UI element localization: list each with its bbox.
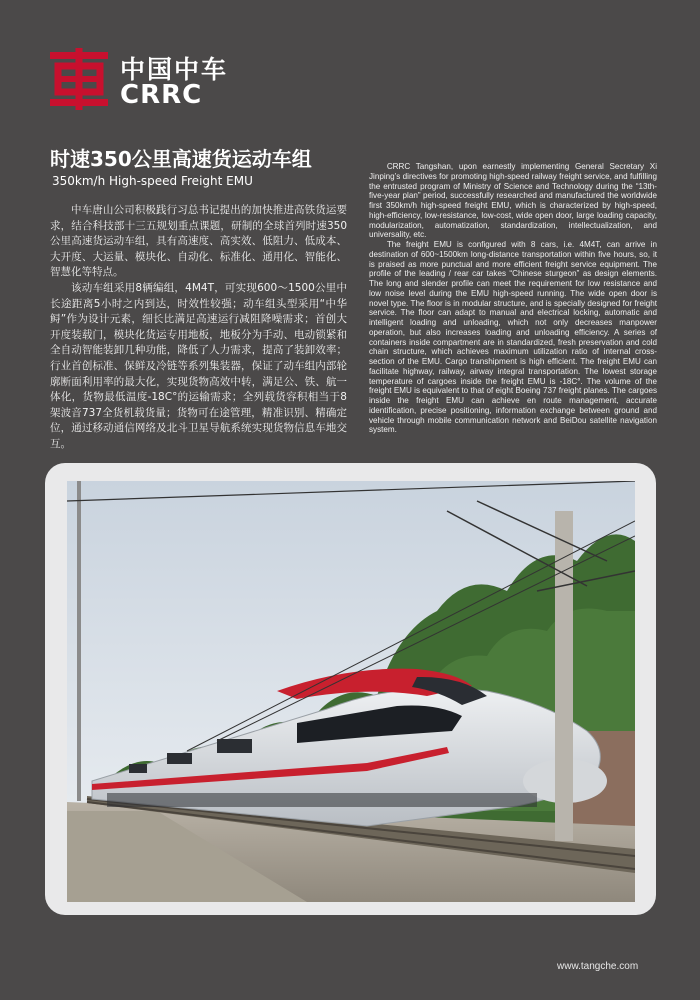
body-cn-paragraph: 中车唐山公司积极践行习总书记提出的加快推进高铁货运要求，结合科技部十三五规划重点课题，研制的全球首列时速350公里高速货运动车组，具有高速度、高实效、低阻力、低成本、大开度、大运量、模块化、自动化、标准化、通用化、智能化、智慧化等特点。	[50, 204, 347, 279]
body-cn-paragraph: 该动车组采用8辆编组，4M4T，可实现600～1500公里中长途距离5小时之内到达，时效性较强；动车组头型采用“中华鲟”作为设计元素，细长比满足高速运行减阻降噪需求；首创大开度装载门，模块化货运专用地板，地板分为手动、电动锁紧和全自动智能装卸几种功能，降低了人力需求，提高了装卸效率；行业首创标准、保鲜及冷链等系列集装器，保证了动车组内部轮廓断面利用率的最大化，实现货物高效中转，满足公、铁、航一体化，货物最低温度-18C°的运输需求；全列载货容积相当于8架波音737全货机载货量；货物可在途管理，精准识别、精确定位，通过移动通信网络及北斗卫星导航系统实现货物信息车地交互。	[50, 281, 347, 450]
brand-name-en: CRRC	[120, 80, 203, 110]
body-text-cn	[50, 203, 347, 453]
body-en-paragraph: The freight EMU is configured with 8 cars, i.e. 4M4T, can arrive in destination of 600~1500km long-distance transportation within five hours, so, it is praised as more punctual and more efficient freight service equipment. The profile of the leading / rear car takes “Chinese sturgeon” as design elements. The long and slender profile can meet the requirement for low resistance and low noise level during the EMU high-speed running. The wide open door is novel type. The floor is in modular structure, and is specially designed for freight service. The floor can adapt to manual and electrical locking, automatic and intelligent loading and unloading, which not only decreases manpower operation, but also increases loading and unloading efficiency. A series of containers inside compartment are in standardized, fresh preservation and cold chain structure, which achieves maximum utilization ratio of internal cross-section of the EMU. Cargo transhipment is high efficient. The freight EMU can facilitate highway, railway, airway integral transportation. The lowest storage temperature of cargoes inside the freight EMU is -18C°. The volume of the freight EMU is equivalent to that of eight Boeing 737 freight planes. The cargoes inside the freight EMU can achieve en route management, accurate identification, precise positioning, information exchange between ground and vehicle through mobile communication network and BeiDou satellite navigation system.	[369, 240, 657, 435]
page-title-en: 350km/h High-speed Freight EMU	[52, 174, 253, 188]
body-text-en	[369, 162, 657, 435]
brand-name-cn: 中国中车	[120, 55, 229, 84]
crrc-logo	[50, 48, 229, 110]
page-title-cn: 时速350公里高速货运动车组	[50, 147, 312, 171]
train-photo	[67, 481, 635, 902]
body-en-paragraph: CRRC Tangshan, upon earnestly implementing General Secretary Xi Jinping’s directives for promoting high-speed railway freight service, and fulfilling the entrusted program of Ministry of Science and Technology during the “13th-five-year plan” period, successfully researched and manufactured the worldwide first 350km/h high-speed freight EMU, which is characterized by high-speed, high-efficiency, low-resistance, low-cost, wide open door, large loading capacity, modularization, automatization, standardization, intellectualization, and universality, etc.	[369, 162, 657, 240]
crrc-logo-mark-icon	[50, 48, 108, 110]
footer-url[interactable]: www.tangche.com	[557, 961, 639, 972]
train-illustration	[67, 481, 635, 902]
